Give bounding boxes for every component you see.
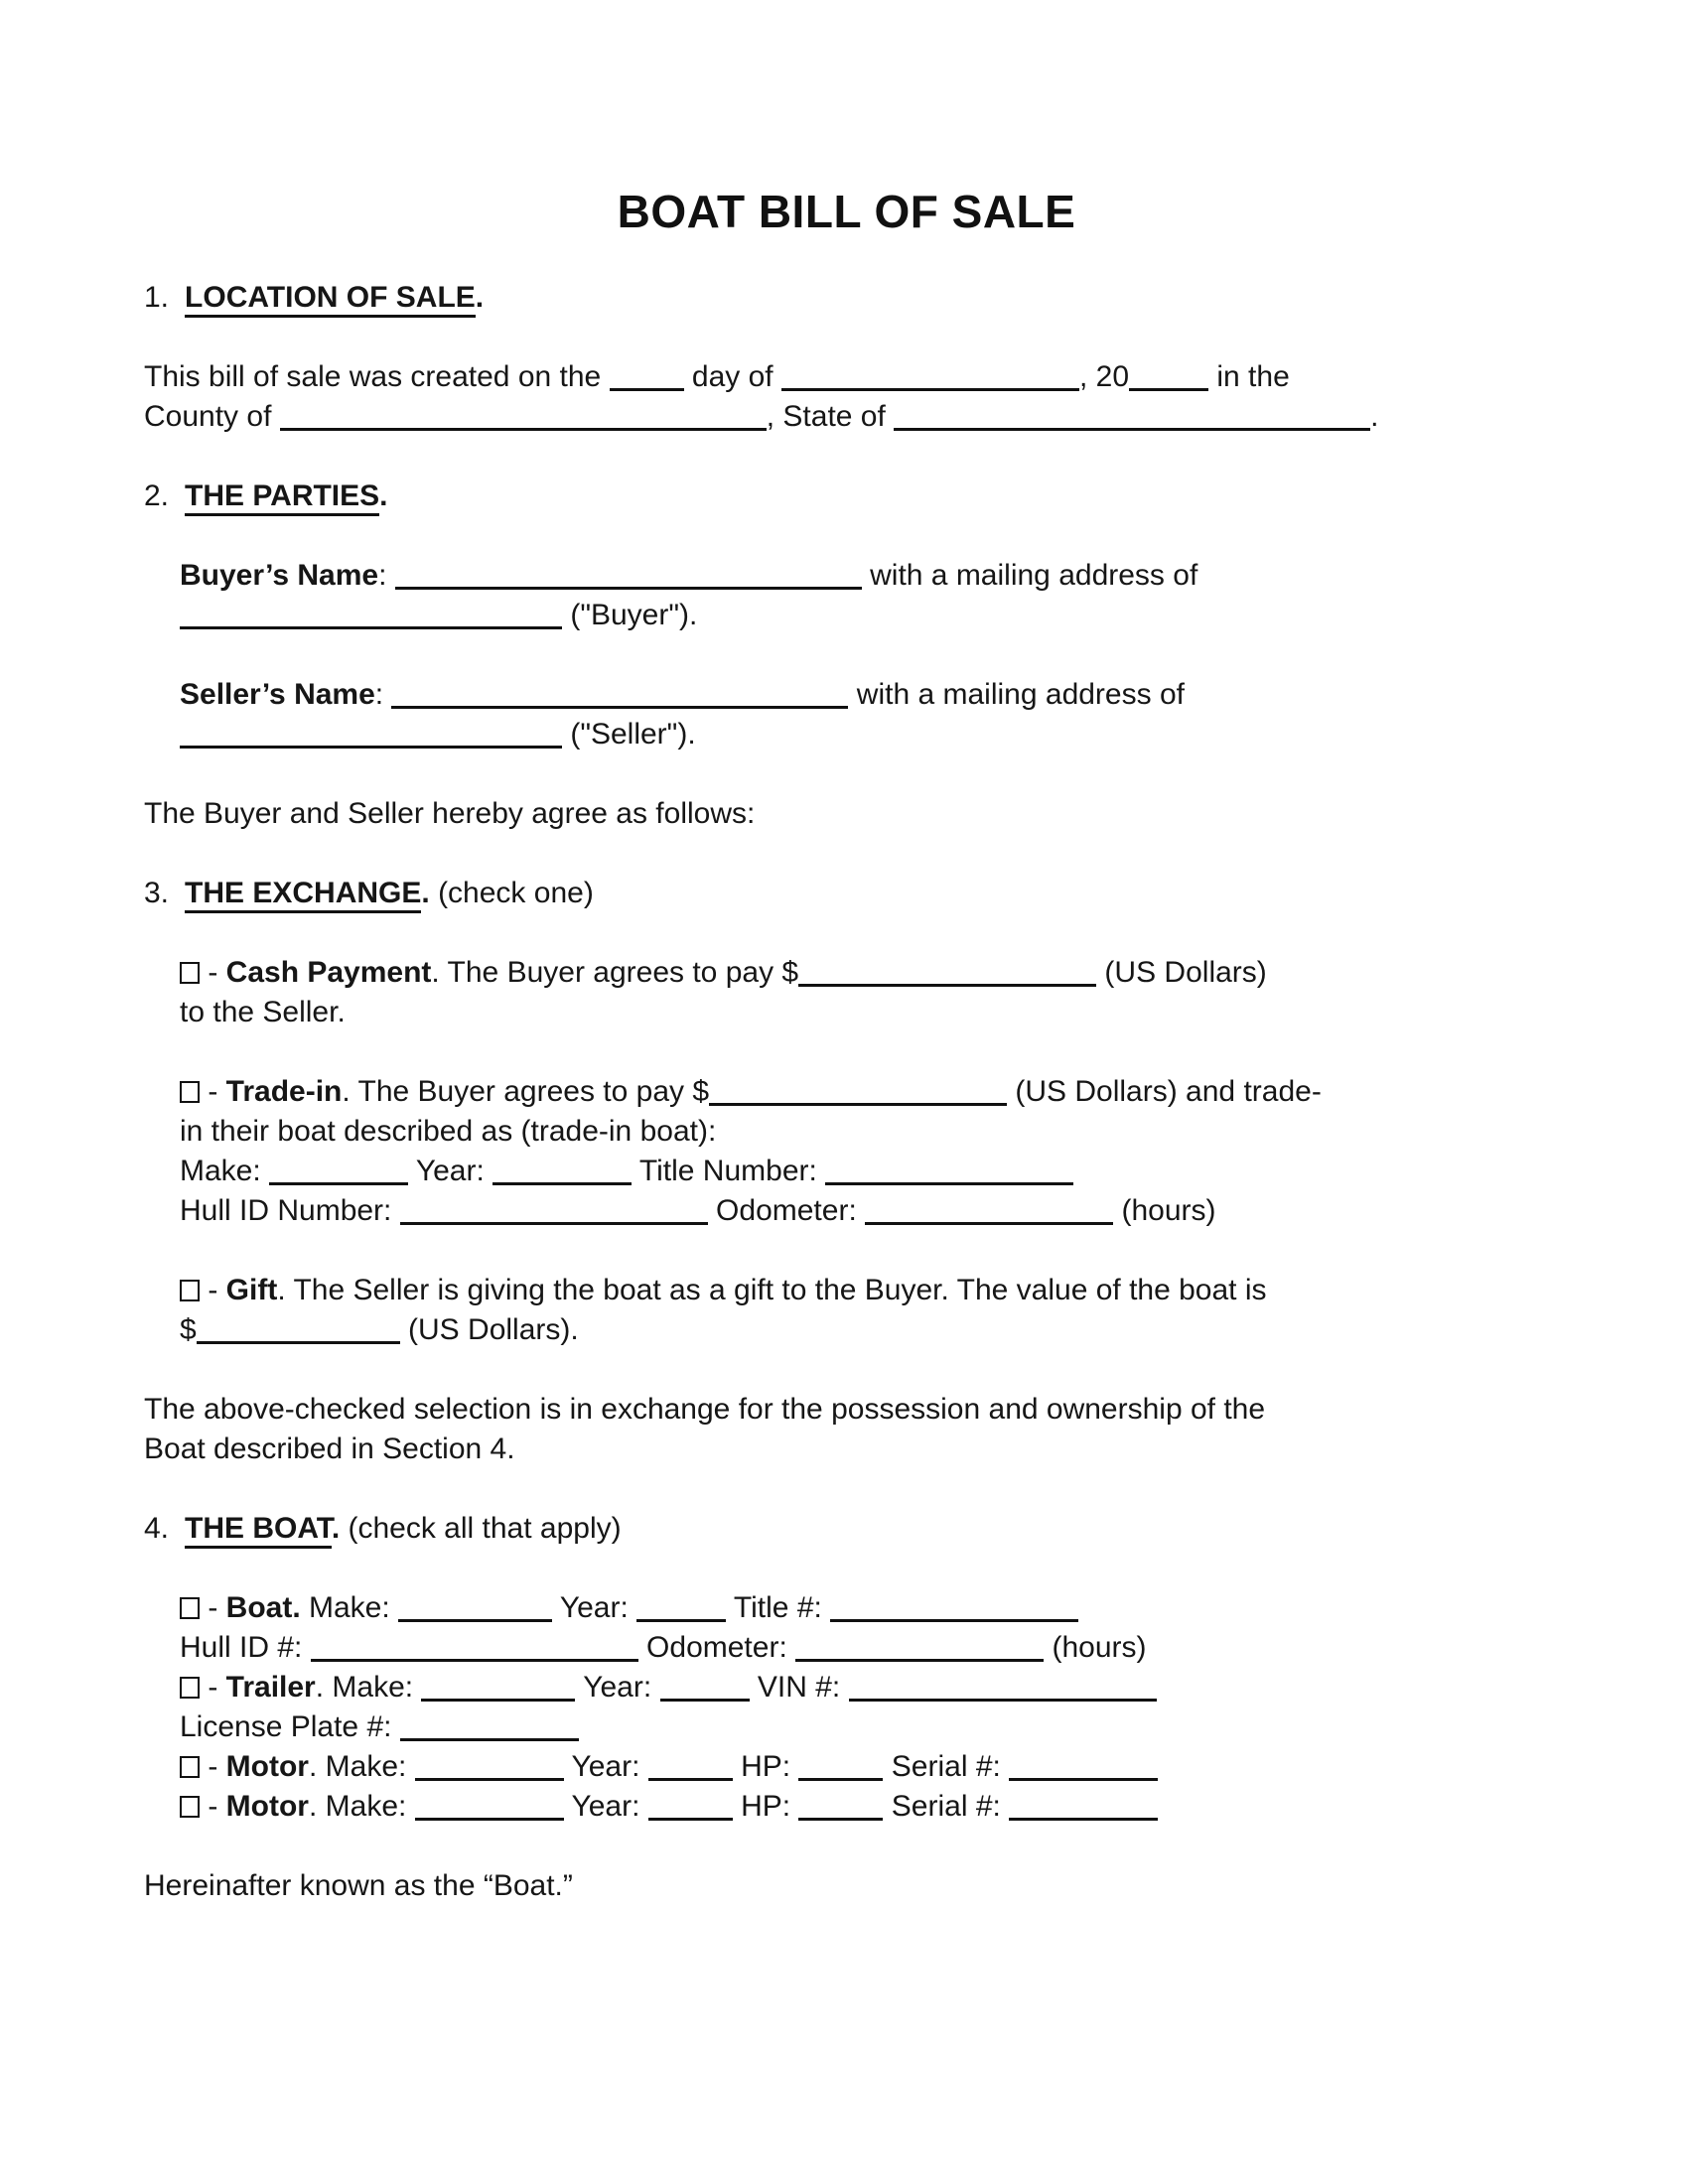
text-run: - (200, 1750, 226, 1783)
cash-amount-blank[interactable] (798, 984, 1096, 987)
document-title: BOAT BILL OF SALE (617, 186, 1076, 237)
form-line (180, 953, 1549, 993)
text-run: . (1370, 400, 1379, 433)
motor2-year-blank[interactable] (648, 1818, 733, 1821)
county-blank[interactable] (280, 428, 767, 431)
tradein-year-blank[interactable] (492, 1182, 632, 1185)
text-run: . The Buyer agrees to pay $ (342, 1075, 710, 1108)
text-run: Year: (563, 1750, 648, 1783)
the-exchange-heading-note: (check one) (429, 877, 594, 909)
text-run-bold: Gift (225, 1274, 278, 1306)
boat-make-blank[interactable] (398, 1619, 552, 1622)
boat-title-blank[interactable] (830, 1619, 1078, 1622)
text-run: - (200, 1790, 226, 1823)
form-line (144, 397, 1549, 437)
text-run: . The Seller is giving the boat as a gift to the Buyer. The value of the boat is (277, 1274, 1267, 1306)
text-run: ("Seller"). (562, 718, 696, 751)
the-exchange-heading (144, 874, 1549, 913)
trade-amount-blank[interactable] (709, 1103, 1007, 1106)
exchange-summary-paragraph (144, 1390, 1549, 1469)
text-run: Boat described in Section 4. (144, 1433, 515, 1465)
trailer-make-blank[interactable] (421, 1699, 575, 1702)
tradein-hull-id-blank[interactable] (400, 1222, 708, 1225)
trailer-checkbox[interactable] (180, 1677, 200, 1699)
motor2-checkbox[interactable] (180, 1796, 200, 1818)
text-run: - (200, 1671, 226, 1704)
text-run: VIN #: (749, 1671, 849, 1704)
agreement-intro-line (144, 794, 1549, 834)
text-run: - (200, 956, 226, 989)
trailer-license-plate-blank[interactable] (400, 1738, 579, 1741)
motor1-checkbox[interactable] (180, 1756, 200, 1778)
text-run: to the Seller. (180, 996, 346, 1028)
the-boat-heading (144, 1509, 1549, 1549)
form-line (180, 1271, 1549, 1310)
text-run: Title Number: (632, 1155, 826, 1187)
text-run: - (200, 1591, 226, 1624)
text-run: The Buyer and Seller hereby agree as follows: (144, 797, 756, 830)
text-run: . Make: (315, 1671, 422, 1704)
text-run-bold: Buyer’s Name (180, 559, 379, 592)
text-run: Odometer: (637, 1631, 796, 1664)
form-line (180, 675, 1549, 715)
the-parties-heading-period: . (379, 479, 388, 512)
text-run: Odometer: (707, 1194, 866, 1227)
form-line (144, 794, 1549, 834)
tradein-odometer-blank[interactable] (865, 1222, 1113, 1225)
boat-odometer-blank[interactable] (795, 1659, 1044, 1662)
day-blank[interactable] (610, 388, 684, 391)
form-line (180, 1072, 1549, 1112)
boat-description-block (144, 1588, 1549, 1827)
form-line (180, 715, 1549, 754)
text-run: HP: (732, 1790, 799, 1823)
form-line (180, 993, 1549, 1032)
boat-checkbox[interactable] (180, 1597, 200, 1619)
gift-value-blank[interactable] (197, 1341, 400, 1344)
form-line (180, 1707, 1549, 1747)
text-run: $ (180, 1313, 197, 1346)
gift-checkbox[interactable] (180, 1280, 200, 1301)
location-of-sale-heading-label: LOCATION OF SALE (185, 281, 476, 318)
the-parties-heading-label: THE PARTIES (185, 479, 379, 516)
form-line (180, 1747, 1549, 1787)
text-run: Title #: (726, 1591, 831, 1624)
location-of-sale-heading-number: 1. (144, 281, 170, 314)
motor2-serial-blank[interactable] (1009, 1818, 1158, 1821)
form-line (180, 1310, 1549, 1350)
month-blank[interactable] (781, 388, 1079, 391)
tradein-make-blank[interactable] (269, 1182, 408, 1185)
form-line (144, 1866, 1549, 1906)
buyer-name-blank[interactable] (395, 587, 862, 590)
text-run: Make: (180, 1155, 270, 1187)
text-run: Hull ID Number: (180, 1194, 400, 1227)
boat-hull-id-blank[interactable] (311, 1659, 638, 1662)
text-run: County of (144, 400, 280, 433)
text-run: Serial #: (883, 1750, 1010, 1783)
form-line (180, 1112, 1549, 1152)
text-run: Hereinafter known as the “Boat.” (144, 1869, 573, 1902)
text-run: ("Buyer"). (562, 599, 698, 631)
location-of-sale-heading (144, 278, 1549, 318)
text-run: (US Dollars) (1096, 956, 1267, 989)
seller-paragraph (144, 675, 1549, 754)
motor1-year-blank[interactable] (648, 1778, 733, 1781)
text-run: with a mailing address of (861, 559, 1198, 592)
form-line (180, 596, 1549, 635)
text-run-bold: Cash Payment (225, 956, 432, 989)
text-run: : (374, 678, 392, 711)
boat-year-blank[interactable] (636, 1619, 726, 1622)
the-boat-heading-period: . (331, 1512, 341, 1545)
the-exchange-heading-number: 3. (144, 877, 170, 909)
text-run: : (378, 559, 395, 592)
the-exchange-heading-label: THE EXCHANGE (185, 877, 421, 913)
motor1-hp-blank[interactable] (798, 1778, 883, 1781)
the-boat-heading-number: 4. (144, 1512, 170, 1545)
text-run: in the (1208, 360, 1290, 393)
seller-name-blank[interactable] (391, 706, 848, 709)
the-parties-heading-number: 2. (144, 479, 170, 512)
text-run: License Plate #: (180, 1710, 400, 1743)
text-run: The above-checked selection is in exchange for the possession and ownership of the (144, 1393, 1266, 1426)
text-run-bold: Boat. (225, 1591, 301, 1624)
form-line (180, 1787, 1549, 1827)
text-run: , 20 (1078, 360, 1130, 393)
tradein-title-number-blank[interactable] (825, 1182, 1073, 1185)
text-run: . Make: (308, 1750, 415, 1783)
motor1-serial-blank[interactable] (1009, 1778, 1158, 1781)
text-run: Make: (300, 1591, 399, 1624)
trade-in-option (144, 1072, 1549, 1231)
year-blank[interactable] (1129, 388, 1208, 391)
text-run: Year: (563, 1790, 648, 1823)
buyer-address-blank[interactable] (180, 626, 562, 629)
form-line (180, 556, 1549, 596)
state-blank[interactable] (894, 428, 1370, 431)
text-run-bold: Seller’s Name (180, 678, 375, 711)
form-line (180, 1668, 1549, 1707)
text-run: Serial #: (883, 1790, 1010, 1823)
text-run: HP: (732, 1750, 799, 1783)
text-run-bold: Motor (225, 1790, 309, 1823)
trailer-vin-blank[interactable] (849, 1699, 1157, 1702)
text-run: This bill of sale was created on the (144, 360, 610, 393)
text-run: (US Dollars) and trade- (1007, 1075, 1322, 1108)
form-line (180, 1628, 1549, 1668)
text-run: day of (683, 360, 781, 393)
text-run: Year: (408, 1155, 493, 1187)
motor1-make-blank[interactable] (415, 1778, 564, 1781)
text-run: Hull ID #: (180, 1631, 311, 1664)
cash-payment-option (144, 953, 1549, 1032)
form-line (180, 1588, 1549, 1628)
text-run: (hours) (1113, 1194, 1216, 1227)
trade-in-checkbox[interactable] (180, 1081, 200, 1103)
hereinafter-line (144, 1866, 1549, 1906)
text-run: (hours) (1044, 1631, 1147, 1664)
the-parties-heading (144, 477, 1549, 516)
text-run-bold: Motor (225, 1750, 309, 1783)
trailer-year-blank[interactable] (660, 1699, 750, 1702)
text-run: (US Dollars). (399, 1313, 579, 1346)
text-run-bold: Trade-in (225, 1075, 343, 1108)
seller-address-blank[interactable] (180, 746, 562, 749)
text-run: with a mailing address of (848, 678, 1185, 711)
cash-payment-checkbox[interactable] (180, 962, 200, 984)
form-line (180, 1191, 1549, 1231)
the-exchange-heading-period: . (421, 877, 430, 909)
buyer-paragraph (144, 556, 1549, 635)
text-run: in their boat described as (trade-in boat): (180, 1115, 717, 1148)
sale-date-location-paragraph (144, 357, 1549, 437)
form-line (144, 357, 1549, 397)
text-run-bold: Trailer (225, 1671, 316, 1704)
text-run: - (200, 1075, 226, 1108)
form-line (144, 1430, 1549, 1469)
text-run: Year: (552, 1591, 637, 1624)
text-run: - (200, 1274, 226, 1306)
gift-option (144, 1271, 1549, 1350)
form-line (144, 1390, 1549, 1430)
form-line (180, 1152, 1549, 1191)
the-boat-heading-note: (check all that apply) (340, 1512, 622, 1545)
text-run: . Make: (308, 1790, 415, 1823)
text-run: . The Buyer agrees to pay $ (431, 956, 799, 989)
motor2-make-blank[interactable] (415, 1818, 564, 1821)
text-run: Year: (575, 1671, 660, 1704)
text-run: , State of (766, 400, 895, 433)
the-boat-heading-label: THE BOAT (185, 1512, 332, 1549)
motor2-hp-blank[interactable] (798, 1818, 883, 1821)
location-of-sale-heading-period: . (475, 281, 485, 314)
